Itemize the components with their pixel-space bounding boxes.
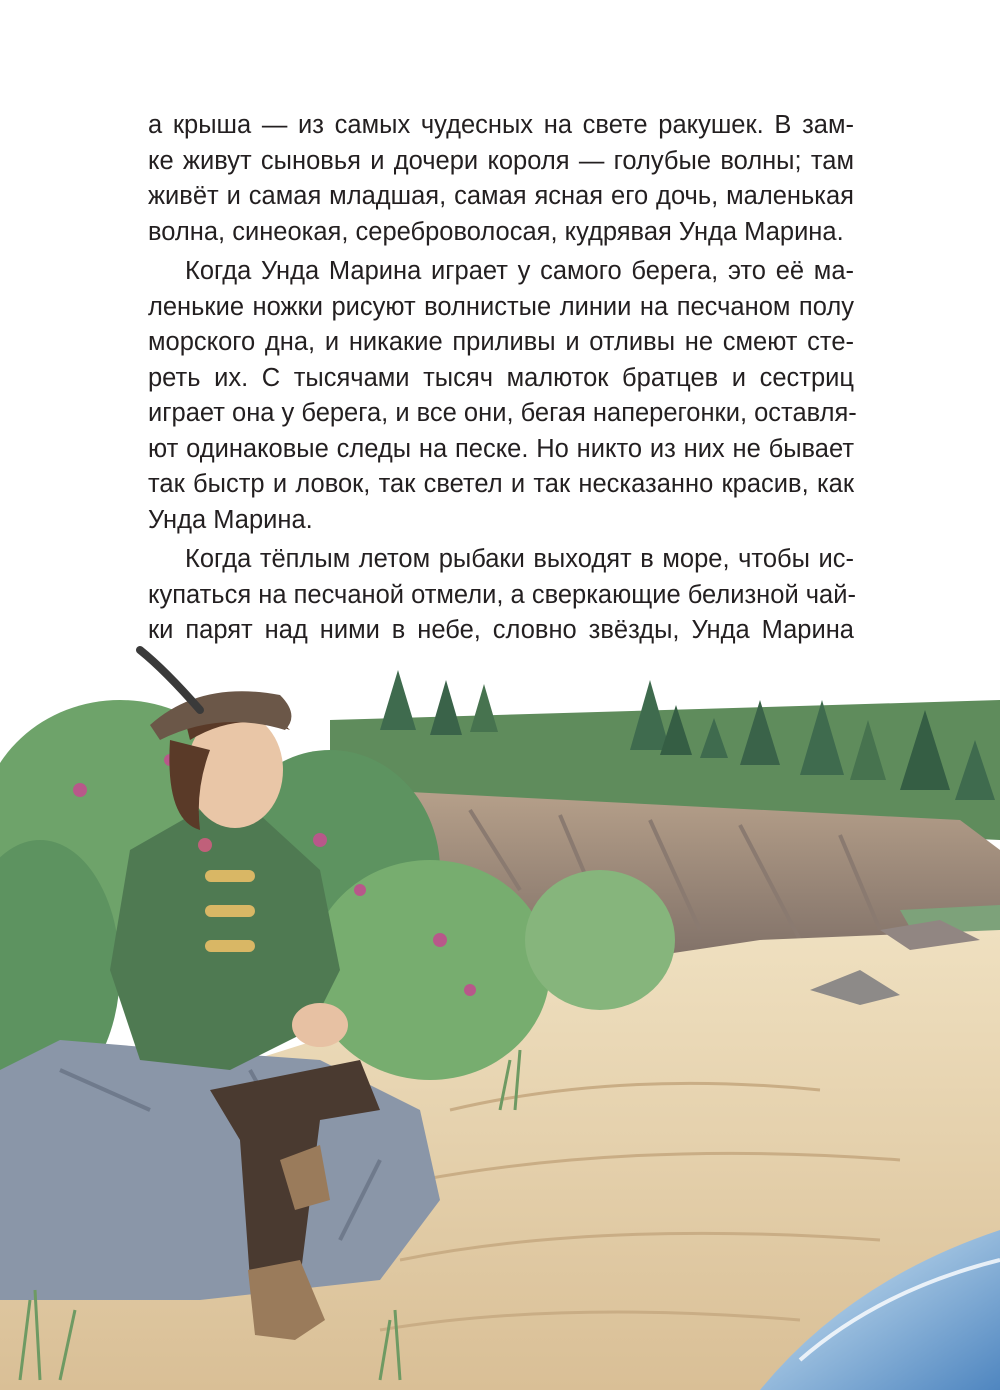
text-line: купаться на песчаной отмели, а сверкающие белизной чай- (148, 580, 856, 609)
text-line: волна, синеокая, сереброволосая, кудрявая Унда Марина. (148, 217, 844, 246)
paragraph-2 (148, 254, 857, 538)
paragraph-3 (148, 542, 854, 649)
text-line: ленькие ножки рисуют волнистые линии на песчаном полу (148, 292, 854, 321)
feather (140, 650, 200, 710)
paragraph-1 (148, 108, 854, 250)
text-line: ки парят над ними в небе, словно звёзды, Унда Марина (148, 616, 854, 644)
text-line: Унда Марина. (148, 505, 313, 534)
text-line: морского дна, и никакие приливы и отливы не смеют сте- (148, 328, 854, 356)
text-line: ют одинаковые следы на песке. Но никто из них не бывает (148, 434, 854, 463)
text-line: а крыша — из самых чудесных на свете ракушек. В зам- (148, 111, 854, 139)
text-line: так быстр и ловок, так светел и так несказанно красив, как (148, 470, 854, 498)
text-line: Когда Унда Марина играет у самого берега, это её ма- (185, 257, 854, 285)
text-line: играет она у берега, и все они, бегая наперегонки, оставля- (148, 399, 857, 427)
story-illustration (0, 640, 1000, 1390)
text-line: ке живут сыновья и дочери короля — голубые волны; там (148, 146, 854, 175)
text-line: Когда тёплым летом рыбаки выходят в море, чтобы ис- (185, 545, 854, 573)
text-line: живёт и самая младшая, самая ясная его дочь, маленькая (148, 182, 854, 210)
text-line: реть их. С тысячами тысяч малюток братцев и сестриц (148, 363, 854, 392)
story-text (148, 108, 857, 653)
